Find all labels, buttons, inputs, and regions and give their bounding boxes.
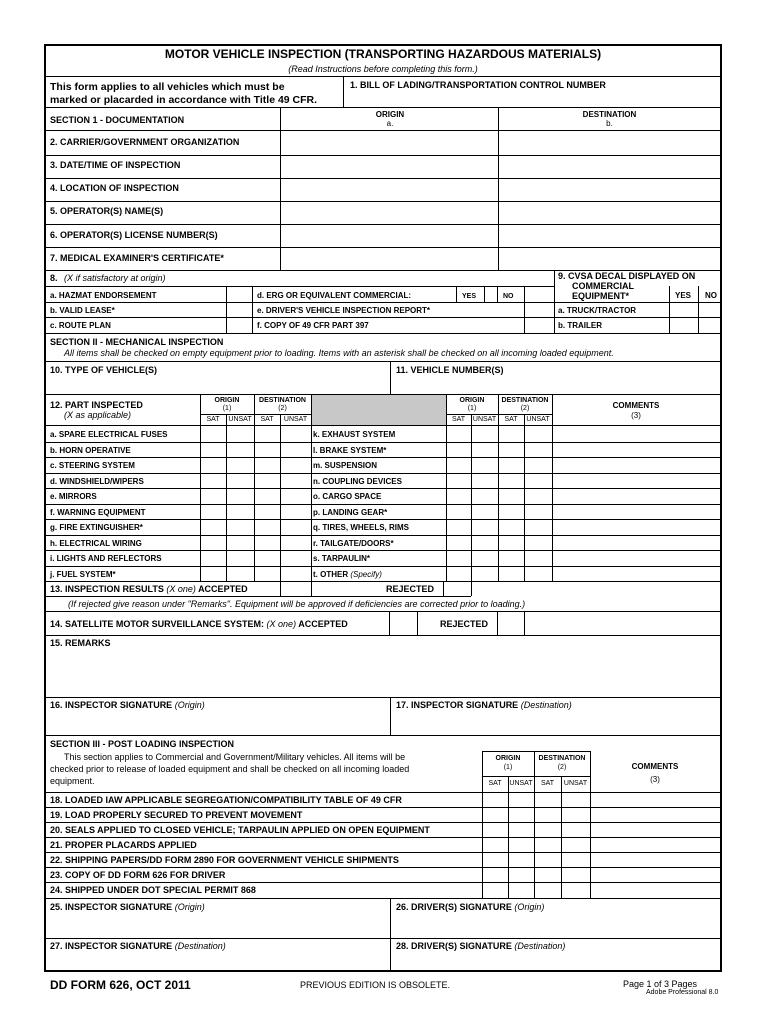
part-left-label: f. WARNING EQUIPMENT <box>50 508 146 517</box>
part-left-label: i. LIGHTS AND REFLECTORS <box>50 554 162 563</box>
item13-label <box>50 584 248 595</box>
post-row-label: 22. SHIPPING PAPERS/DD FORM 2890 FOR GOVERNMENT VEHICLE SHIPMENTS <box>50 855 399 865</box>
doc-row-label: 5. OPERATOR(S) NAME(S) <box>50 206 164 216</box>
item26-title: 26. DRIVER(S) SIGNATURE <box>396 902 512 912</box>
route-plan-checkbox[interactable] <box>227 318 251 332</box>
item8d-yes: YES <box>462 293 477 300</box>
erg-yes-checkbox[interactable] <box>485 287 496 301</box>
shaded-separator <box>311 395 446 425</box>
col-comments-num: (3) <box>650 775 660 784</box>
section2-note: All items shall be checked on empty equipment prior to loading. Items with an asterisk shall be checked on all incoming loaded equipment. <box>64 348 614 358</box>
item8d-label: d. ERG OR EQUIVALENT COMMERCIAL: <box>257 291 412 300</box>
truck-yes-checkbox[interactable] <box>670 303 697 316</box>
item12-subtitle: (X as applicable) <box>64 410 132 420</box>
item13-x-one: (X one) <box>166 584 196 594</box>
item9-yes: YES <box>675 291 692 300</box>
item28-title: 28. DRIVER(S) SIGNATURE <box>396 941 512 951</box>
item27-destination: (Destination) <box>174 941 226 951</box>
item13-title: 13. INSPECTION RESULTS <box>50 584 164 594</box>
inspector-signature-origin-field[interactable] <box>47 712 389 734</box>
part-right-label <box>313 570 382 579</box>
post-row-label: 18. LOADED IAW APPLICABLE SEGREGATION/COMPATIBILITY TABLE OF 49 CFR <box>50 795 402 805</box>
part-right-label: p. LANDING GEAR* <box>313 508 388 517</box>
destination-header: DESTINATION <box>582 110 637 119</box>
col-origin: ORIGIN <box>495 755 521 762</box>
doc-row-label: 6. OPERATOR(S) LICENSE NUMBER(S) <box>50 230 218 240</box>
destination-header-letter: b. <box>606 119 613 128</box>
part-left-label: e. MIRRORS <box>50 492 97 501</box>
operator-name-origin-field[interactable] <box>281 202 497 223</box>
item25-origin: (Origin) <box>174 902 205 912</box>
col-origin: ORIGIN <box>459 397 485 404</box>
inspector-signature-origin-field[interactable] <box>47 914 389 938</box>
item8e-label: e. DRIVER'S VEHICLE INSPECTION REPORT* <box>257 306 431 315</box>
col-dest-num: (2) <box>520 405 530 412</box>
section3-note: equipment. <box>50 776 95 786</box>
section2-title: SECTION II - MECHANICAL INSPECTION <box>50 337 224 347</box>
medical-destination-field[interactable] <box>499 248 719 269</box>
item8-number: 8. <box>50 273 58 283</box>
inspection-rejected-checkbox[interactable] <box>444 582 470 595</box>
item9b-label: b. TRAILER <box>558 321 602 330</box>
item28-label <box>396 941 565 952</box>
item9-no: NO <box>705 291 717 300</box>
col-origin-num: (1) <box>222 405 232 412</box>
inspector-signature-destination-field[interactable] <box>391 712 719 734</box>
item8b-label: b. VALID LEASE* <box>50 306 115 315</box>
license-destination-field[interactable] <box>499 225 719 246</box>
satellite-accepted-checkbox[interactable] <box>390 612 416 634</box>
part-right-label: n. COUPLING DEVICES <box>313 477 402 486</box>
col-sat: SAT <box>540 780 555 787</box>
item17-label <box>396 700 572 711</box>
post-row-label: 19. LOAD PROPERLY SECURED TO PREVENT MOVEMENT <box>50 810 303 820</box>
part-left-label: h. ELECTRICAL WIRING <box>50 539 142 548</box>
item14-x-one: (X one) <box>266 619 297 629</box>
item14-label <box>50 619 348 630</box>
item17-title: 17. INSPECTOR SIGNATURE <box>396 700 519 710</box>
origin-header: ORIGIN <box>375 110 405 119</box>
col-sat: SAT <box>488 780 502 787</box>
doc-row-label: 3. DATE/TIME OF INSPECTION <box>50 160 181 170</box>
item8a-label: a. HAZMAT ENDORSEMENT <box>50 291 157 300</box>
post-row-label: 23. COPY OF DD FORM 626 FOR DRIVER <box>50 870 226 880</box>
applies-text: This form applies to all vehicles which must be <box>50 81 285 93</box>
section3-note: This section applies to Commercial and Government/Military vehicles. All items will be <box>64 752 406 762</box>
item14-title: 14. SATELLITE MOTOR SURVEILLANCE SYSTEM: <box>50 619 265 629</box>
post-row-label: 21. PROPER PLACARDS APPLIED <box>50 840 197 850</box>
bill-of-lading-label: 1. BILL OF LADING/TRANSPORTATION CONTROL NUMBER <box>350 80 606 90</box>
doc-row-label: 2. CARRIER/GOVERNMENT ORGANIZATION <box>50 137 240 147</box>
item26-origin: (Origin) <box>514 902 545 912</box>
inspection-accepted-checkbox[interactable] <box>281 582 310 595</box>
satellite-rejected-checkbox[interactable] <box>498 612 523 634</box>
part-other-label: t. OTHER <box>313 570 349 579</box>
bill-of-lading-field[interactable] <box>345 92 719 106</box>
item27-title: 27. INSPECTOR SIGNATURE <box>50 941 173 951</box>
col-sat: SAT <box>504 416 518 423</box>
origin-header-letter: a. <box>386 119 394 128</box>
part-right-label: q. TIRES, WHEELS, RIMS <box>313 523 410 532</box>
part-other-specify: (Specify) <box>350 570 382 579</box>
col-sat: SAT <box>260 416 274 423</box>
col-dest-num: (2) <box>557 764 567 771</box>
col-dest: DESTINATION <box>501 397 549 404</box>
doc-row-label: 4. LOCATION OF INSPECTION <box>50 183 179 193</box>
item14-accepted-label: ACCEPTED <box>298 619 348 629</box>
item16-title: 16. INSPECTOR SIGNATURE <box>50 700 173 710</box>
col-comments: COMMENTS <box>612 401 660 410</box>
applies-text: marked or placarded in accordance with Title 49 CFR. <box>50 94 318 106</box>
part-left-label: c. STEERING SYSTEM <box>50 461 135 470</box>
item8d-no: NO <box>503 293 514 300</box>
item16-origin: (Origin) <box>174 700 205 710</box>
item25-title: 25. INSPECTOR SIGNATURE <box>50 902 173 912</box>
section3-note: checked prior to release of loaded equipment and shall be checked on all incoming loaded <box>50 764 410 774</box>
item10-label: 10. TYPE OF VEHICLE(S) <box>50 365 158 375</box>
part-right-label: m. SUSPENSION <box>313 461 378 470</box>
item15-label: 15. REMARKS <box>50 638 111 648</box>
item12-title: 12. PART INSPECTED <box>50 400 143 410</box>
remarks-field[interactable] <box>47 650 719 696</box>
part-left-label: a. SPARE ELECTRICAL FUSES <box>50 430 168 439</box>
inspector-signature-destination-field[interactable] <box>47 953 389 970</box>
form-title: MOTOR VEHICLE INSPECTION (TRANSPORTING HAZARDOUS MATERIALS) <box>164 47 602 61</box>
section3-title: SECTION III - POST LOADING INSPECTION <box>50 739 235 749</box>
item9-title: COMMERCIAL <box>572 281 634 291</box>
col-unsat: UNSAT <box>472 416 497 423</box>
post-row-label: 24. SHIPPED UNDER DOT SPECIAL PERMIT 868 <box>50 885 256 895</box>
part-right-label: k. EXHAUST SYSTEM <box>313 430 396 439</box>
footer-page-number: Page 1 of 3 Pages <box>623 979 698 989</box>
col-unsat: UNSAT <box>228 416 252 423</box>
post-row-label: 20. SEALS APPLIED TO CLOSED VEHICLE; TARPAULIN APPLIED ON OPEN EQUIPMENT <box>50 825 430 835</box>
col-unsat: UNSAT <box>509 780 533 787</box>
col-dest-num: (2) <box>278 405 287 412</box>
hazmat-endorsement-checkbox[interactable] <box>227 287 251 301</box>
col-sat: SAT <box>206 416 220 423</box>
trailer-yes-checkbox[interactable] <box>670 318 697 332</box>
item9a-label: a. TRUCK/TRACTOR <box>558 306 637 315</box>
col-unsat: UNSAT <box>563 780 588 787</box>
operator-name-destination-field[interactable] <box>499 202 719 223</box>
trailer-no-checkbox[interactable] <box>699 318 719 332</box>
col-dest: DESTINATION <box>259 397 306 404</box>
location-destination-field[interactable] <box>499 179 719 200</box>
col-dest: DESTINATION <box>538 755 586 762</box>
footer-form-number: DD FORM 626, OCT 2011 <box>50 978 191 992</box>
item14-rejected-label: REJECTED <box>440 619 489 629</box>
carrier-origin-field[interactable] <box>281 131 497 154</box>
part-right-label: r. TAILGATE/DOORS* <box>313 539 394 548</box>
date-time-destination-field[interactable] <box>499 156 719 177</box>
part-right-label: o. CARGO SPACE <box>313 492 382 501</box>
item8c-label: c. ROUTE PLAN <box>50 321 111 330</box>
doc-row-label: 7. MEDICAL EXAMINER'S CERTIFICATE* <box>50 253 224 263</box>
driver-signature-destination-field[interactable] <box>391 953 719 970</box>
section1-title: SECTION 1 - DOCUMENTATION <box>50 115 185 125</box>
col-origin-num: (1) <box>503 764 513 771</box>
part-left-label: d. WINDSHIELD/WIPERS <box>50 477 144 486</box>
erg-no-checkbox[interactable] <box>525 287 553 301</box>
date-time-origin-field[interactable] <box>281 156 497 177</box>
item28-destination: (Destination) <box>514 941 566 951</box>
col-origin: ORIGIN <box>214 397 240 404</box>
item11-label: 11. VEHICLE NUMBER(S) <box>396 365 504 375</box>
location-origin-field[interactable] <box>281 179 497 200</box>
item13-rejected-label: REJECTED <box>386 584 435 594</box>
item26-label <box>396 902 544 913</box>
item8-instructions: (X if satisfactory at origin) <box>64 273 166 283</box>
item9-title: EQUIPMENT* <box>572 291 630 301</box>
item25-label <box>50 902 205 913</box>
item13-note: (If rejected give reason under "Remarks". Equipment will be approved if deficiencies are corrected prior to loading.) <box>68 599 526 609</box>
part-right-label: s. TARPAULIN* <box>313 554 371 563</box>
col-unsat: UNSAT <box>526 416 550 423</box>
part-right-label: l. BRAKE SYSTEM* <box>313 446 387 455</box>
vehicle-type-field[interactable] <box>47 376 389 393</box>
item17-destination: (Destination) <box>520 700 572 710</box>
part-left-label: b. HORN OPERATIVE <box>50 446 131 455</box>
footer-previous-edition: PREVIOUS EDITION IS OBSOLETE. <box>300 980 451 990</box>
item8f-label: f. COPY OF 49 CFR PART 397 <box>257 321 369 330</box>
col-sat: SAT <box>451 416 466 423</box>
item9-title: 9. CVSA DECAL DISPLAYED ON <box>558 271 696 281</box>
form-subtitle: (Read Instructions before completing this form.) <box>288 64 478 74</box>
footer-software: Adobe Professional 8.0 <box>646 989 719 996</box>
valid-lease-checkbox[interactable] <box>227 303 251 316</box>
item27-label <box>50 941 226 952</box>
col-unsat: UNSAT <box>283 416 308 423</box>
part-left-label: j. FUEL SYSTEM* <box>50 570 116 579</box>
license-origin-field[interactable] <box>281 225 497 246</box>
part-left-label: g. FIRE EXTINGUISHER* <box>50 523 143 532</box>
driver-signature-origin-field[interactable] <box>391 914 719 938</box>
col-origin-num: (1) <box>467 405 477 412</box>
col-comments: COMMENTS <box>631 762 679 771</box>
item13-accepted-label: ACCEPTED <box>198 584 248 594</box>
col-comments-num: (3) <box>631 411 641 420</box>
item16-label <box>50 700 205 711</box>
truck-no-checkbox[interactable] <box>699 303 719 316</box>
carrier-destination-field[interactable] <box>499 131 719 154</box>
driver-report-checkbox[interactable] <box>525 303 553 316</box>
medical-origin-field[interactable] <box>281 248 497 269</box>
vehicle-number-field[interactable] <box>391 376 719 393</box>
cfr-397-checkbox[interactable] <box>525 318 553 332</box>
